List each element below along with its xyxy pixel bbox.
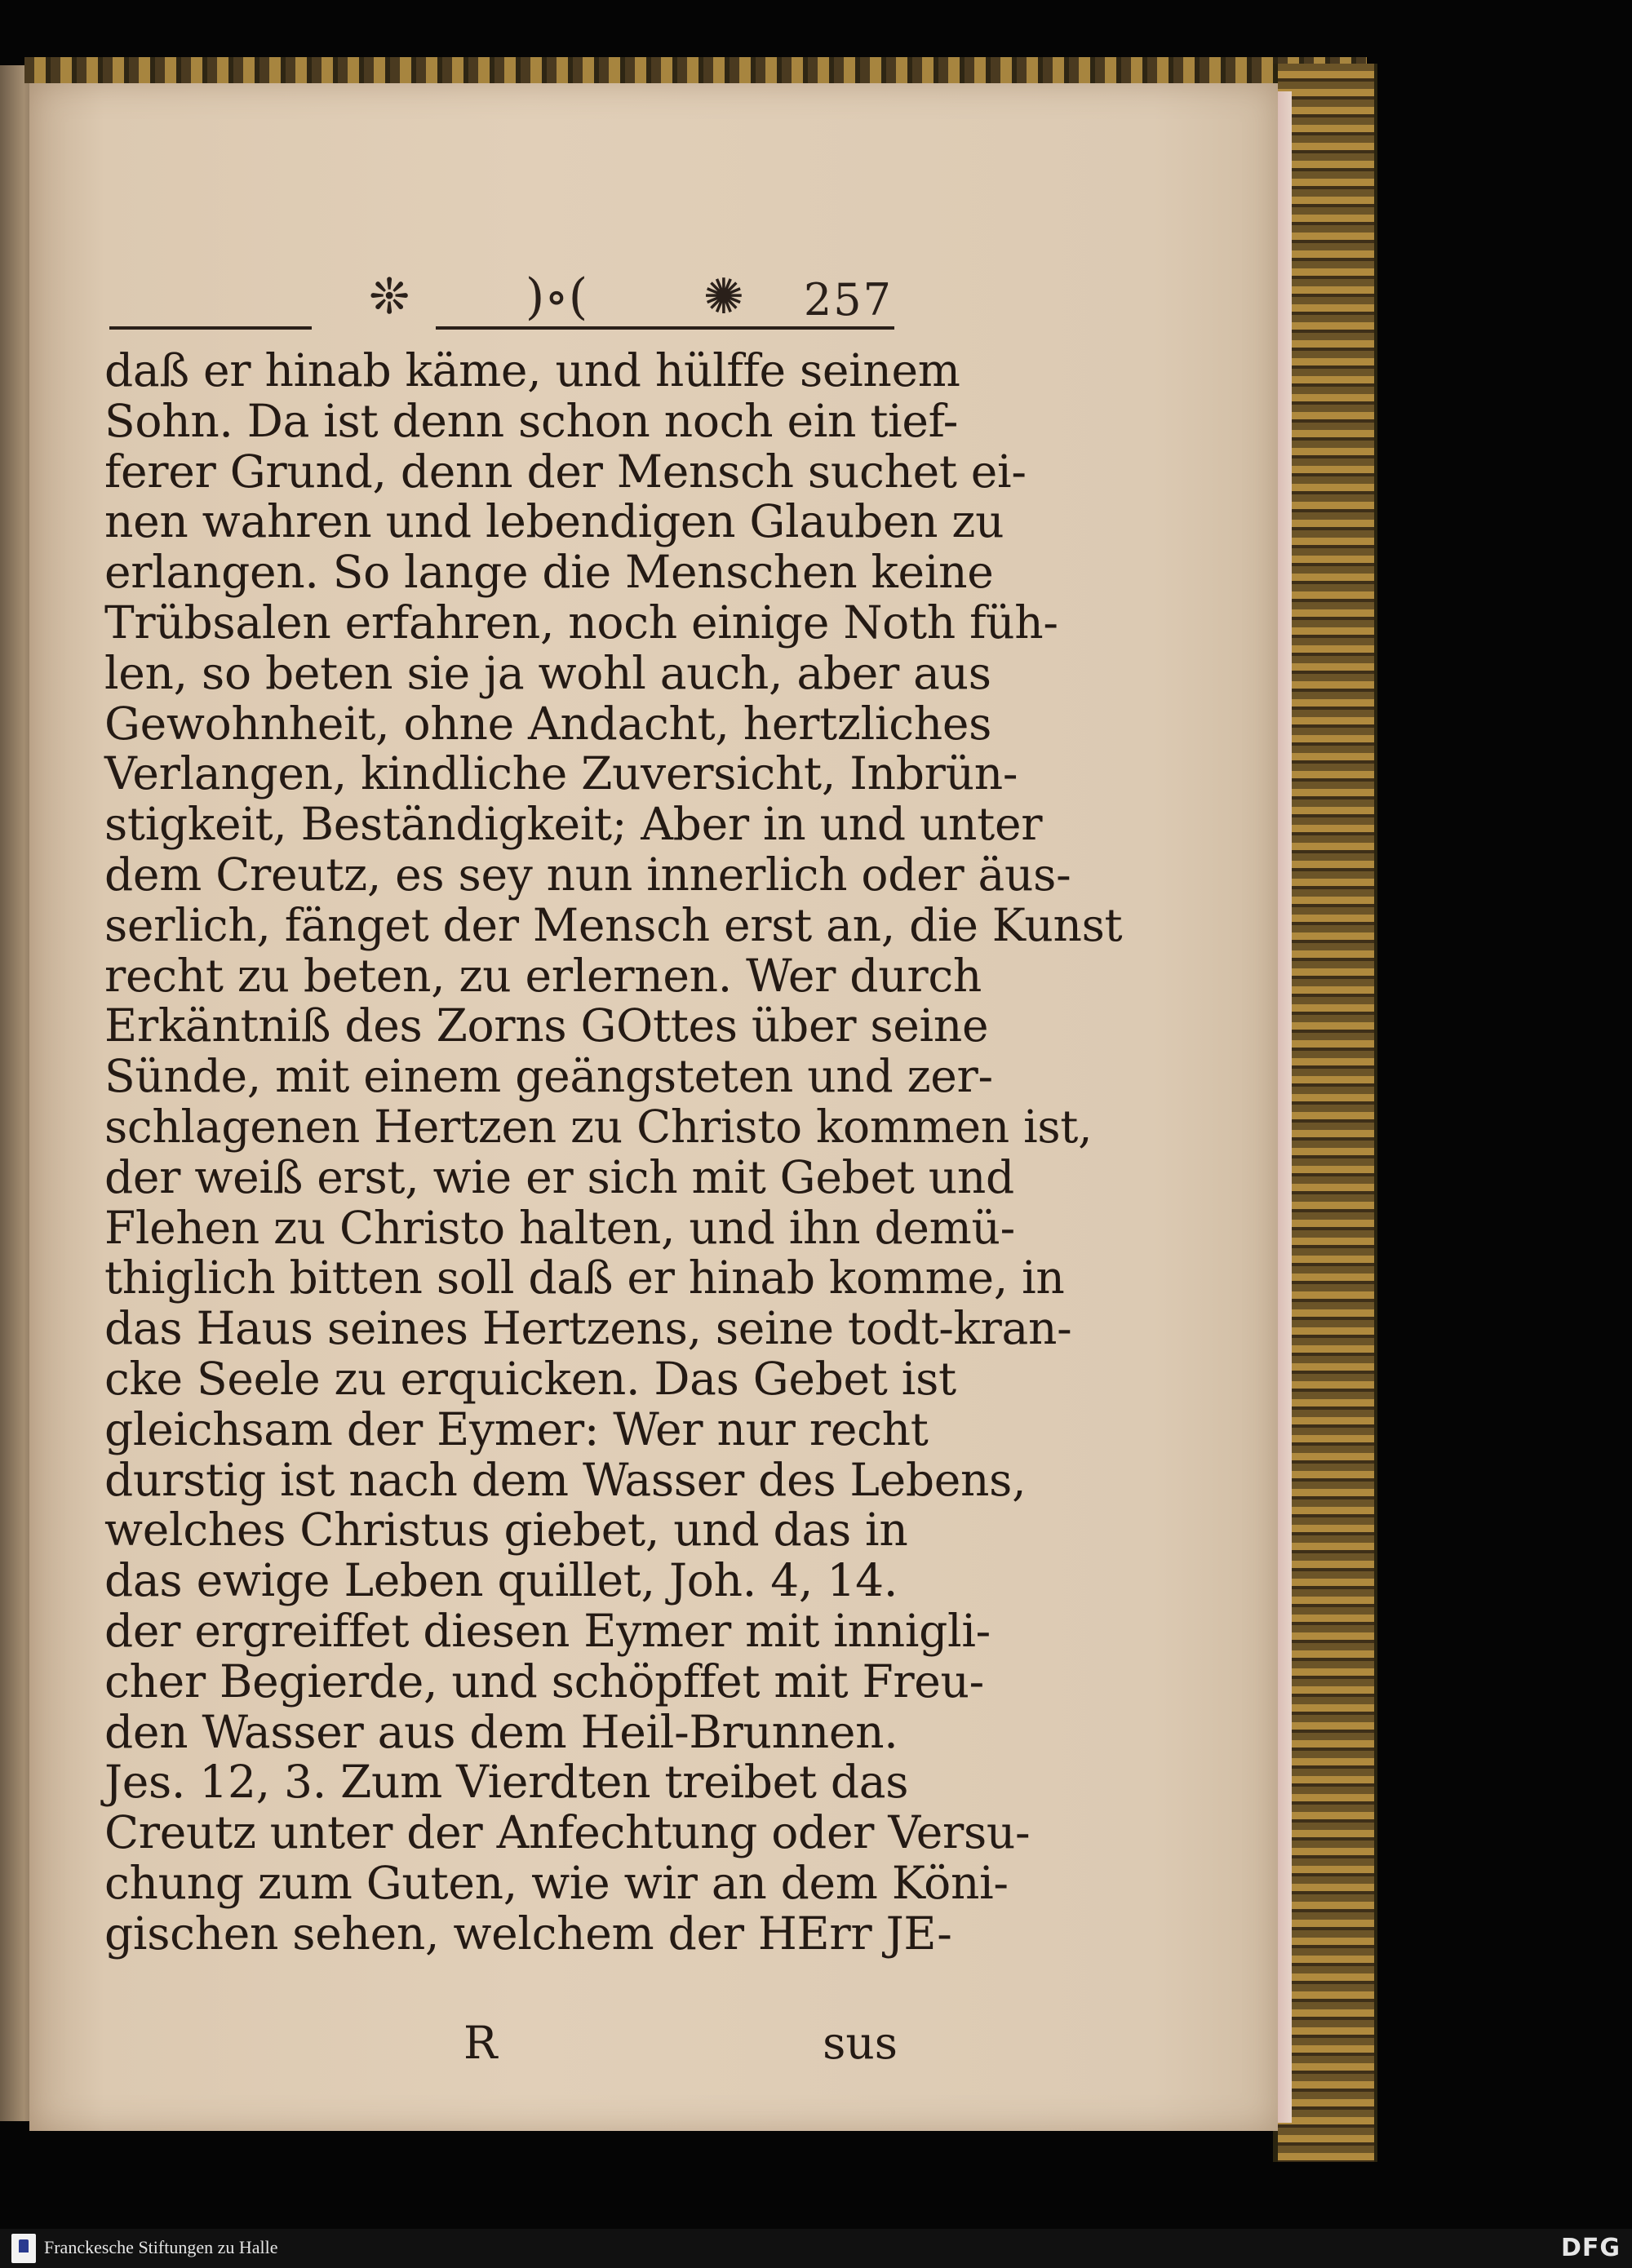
- text-line: nen wahren und lebendigen Glauben zu: [104, 495, 1004, 548]
- page-header: [109, 269, 893, 328]
- ornament-flower-icon: ❊: [369, 268, 410, 326]
- ornament-star-icon: ✺: [703, 268, 744, 326]
- text-line: welches Christus giebet, und das in: [104, 1504, 908, 1557]
- text-line: daß er hinab käme, und hülffe seinem: [104, 344, 960, 396]
- catchword: sus: [823, 2017, 898, 2069]
- catchline: [104, 2017, 898, 2069]
- text-line: dem Creutz, es sey nun innerlich oder äus-: [104, 848, 1071, 901]
- text-line: das Haus seines Hertzens, seine todt-kran-: [104, 1302, 1072, 1355]
- text-line: der ergreiffet diesen Eymer mit innigli-: [104, 1604, 991, 1657]
- text-line: gischen sehen, welchem der HErr JE-: [104, 1907, 952, 1960]
- text-line: Verlangen, kindliche Zuversicht, Inbrün-: [104, 747, 1018, 800]
- text-line: das ewige Leben quillet, Joh. 4, 14.: [104, 1554, 898, 1607]
- text-line: stigkeit, Beständigkeit; Aber in und unter: [104, 798, 1043, 851]
- text-line: Sohn. Da ist denn schon noch ein tief-: [104, 394, 959, 447]
- text-line: Erkäntniß des Zorns GOttes über seine: [104, 999, 989, 1052]
- ornament-parentheses: )∘(: [525, 268, 588, 326]
- text-line: len, so beten sie ja wohl auch, aber aus: [104, 646, 991, 699]
- header-ornament: [369, 269, 744, 325]
- text-line: cher Begierde, und schöpffet mit Freu-: [104, 1654, 984, 1708]
- text-line: Creutz unter der Anfechtung oder Versu-: [104, 1806, 1031, 1859]
- text-line: Flehen zu Christo halten, und ihn demü-: [104, 1201, 1015, 1254]
- text-line: thiglich bitten soll daß er hinab komme, in: [104, 1251, 1065, 1305]
- text-line: Jes. 12, 3. Zum Vierdten treibet das: [104, 1756, 909, 1809]
- book-page: [29, 83, 1278, 2131]
- text-line: cke Seele zu erquicken. Das Gebet ist: [104, 1352, 956, 1405]
- text-line: Trübsalen erfahren, noch einige Noth füh-: [104, 596, 1058, 649]
- text-line: durstig ist nach dem Wasser des Lebens,: [104, 1453, 1027, 1506]
- footer-institution: Franckesche Stiftungen zu Halle: [44, 2237, 278, 2257]
- text-line: chung zum Guten, wie wir an dem Köni-: [104, 1856, 1009, 1909]
- text-line: den Wasser aus dem Heil-Brunnen.: [104, 1705, 898, 1758]
- footer-bar: [0, 2229, 1632, 2268]
- text-line: Sünde, mit einem geängsteten und zer-: [104, 1050, 993, 1103]
- page-number: 257: [803, 274, 893, 326]
- text-line: gleichsam der Eymer: Wer nur recht: [104, 1402, 929, 1455]
- header-rule-right: [436, 326, 894, 330]
- text-line: schlagenen Hertzen zu Christo kommen ist,: [104, 1100, 1093, 1153]
- body-text: [104, 344, 1123, 1960]
- text-line: Gewohnheit, ohne Andacht, hertzliches: [104, 697, 991, 750]
- signature-mark: R: [463, 2017, 498, 2069]
- text-line: recht zu beten, zu erlernen. Wer durch: [104, 949, 982, 1002]
- header-rule-left: [109, 326, 312, 330]
- text-line: der weiß erst, wie er sich mit Gebet und: [104, 1150, 1014, 1203]
- text-line: erlangen. So lange die Menschen keine: [104, 546, 994, 599]
- text-line: ferer Grund, denn der Mensch suchet ei-: [104, 445, 1027, 498]
- institution-logo-icon: [11, 2234, 36, 2263]
- top-cover-border: [24, 57, 1367, 83]
- text-line: serlich, fänget der Mensch erst an, die Kunst: [104, 898, 1123, 951]
- dfg-logo: DFG: [1560, 2234, 1621, 2262]
